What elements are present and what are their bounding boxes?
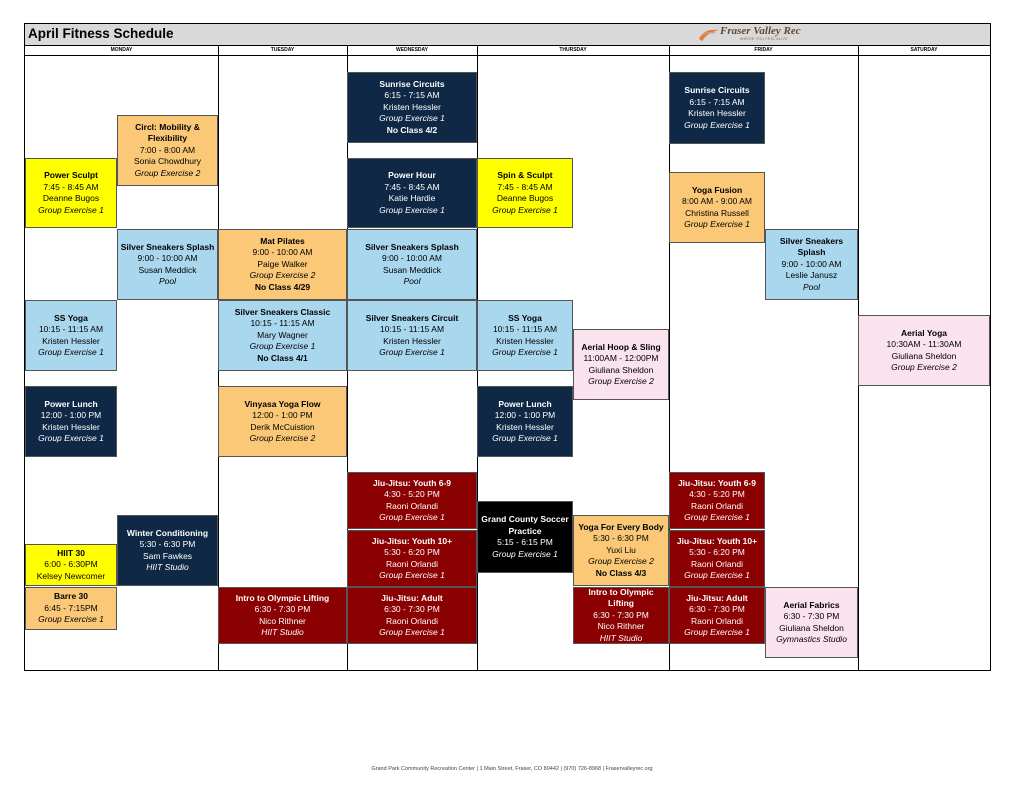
class-instructor: Raoni Orlandi xyxy=(691,558,743,569)
class-title: Sunrise Circuits xyxy=(379,78,445,89)
class-time: 6:15 - 7:15 AM xyxy=(689,96,745,107)
class-title: Jiu-Jitsu: Adult xyxy=(686,592,748,603)
class-time: 5:30 - 6:20 PM xyxy=(384,547,440,557)
class-time: 6:30 - 7:30 PM xyxy=(689,604,745,614)
class-block[interactable] xyxy=(858,315,990,386)
class-title: Power Lunch xyxy=(44,398,98,409)
logo-name: Fraser Valley Rec xyxy=(720,25,801,37)
class-time: 6:30 - 7:30 PM xyxy=(783,611,840,621)
class-time: 10:15 - 11:15 AM xyxy=(379,324,445,334)
class-instructor: Giuliana Sheldon xyxy=(779,622,844,633)
class-time: 4:30 - 5:20 PM xyxy=(689,489,745,499)
class-time: 6:15 - 7:15 AM xyxy=(384,90,440,101)
class-time: 6:30 - 7:30 PM xyxy=(384,604,440,614)
class-instructor: Giuliana Sheldon xyxy=(891,350,957,361)
class-instructor: Nico Rithner xyxy=(597,621,645,632)
class-time: 8:00 AM - 9:00 AM xyxy=(682,196,752,206)
class-location: Group Exercise 2 xyxy=(249,433,316,443)
class-block[interactable] xyxy=(25,158,117,228)
class-block[interactable] xyxy=(477,386,573,457)
class-instructor: Raoni Orlandi xyxy=(691,615,743,626)
class-block[interactable] xyxy=(25,300,117,371)
class-time: 10:15 - 11:15 AM xyxy=(250,318,315,329)
class-block[interactable] xyxy=(347,158,477,228)
class-time: 12:00 - 1:00 PM xyxy=(40,410,102,420)
class-block[interactable] xyxy=(347,530,477,587)
class-block[interactable] xyxy=(669,172,765,243)
class-note: No Class 4/2 xyxy=(386,124,438,135)
class-instructor: Raoni Orlandi xyxy=(386,615,438,626)
class-time: 12:00 - 1:00 PM xyxy=(252,410,313,420)
class-location: Group Exercise 1 xyxy=(379,347,445,357)
class-location: Group Exercise 1 xyxy=(379,512,445,522)
schedule-grid xyxy=(24,23,991,671)
class-instructor: Mary Wagner xyxy=(257,329,308,340)
class-title: HIIT 30 xyxy=(57,547,85,558)
class-block[interactable] xyxy=(573,515,669,586)
class-block[interactable] xyxy=(573,329,669,400)
class-time: 7:45 - 8:45 AM xyxy=(497,181,553,192)
class-location: Group Exercise 1 xyxy=(38,433,104,443)
class-instructor: Leslie Janusz xyxy=(785,270,838,281)
class-note: No Class 4/3 xyxy=(595,567,647,578)
class-block[interactable] xyxy=(765,587,858,658)
day-header-thursday: THURSDAY xyxy=(559,47,587,53)
class-block[interactable] xyxy=(669,587,765,644)
class-time: 10:15 - 11:15 AM xyxy=(492,324,558,334)
class-time: 7:00 - 8:00 AM xyxy=(139,144,196,155)
class-location: Group Exercise 1 xyxy=(379,627,445,637)
class-time: 9:00 - 10:00 AM xyxy=(137,253,198,263)
day-header-row xyxy=(25,45,990,56)
class-block[interactable] xyxy=(117,115,218,186)
class-time: 5:30 - 6:30 PM xyxy=(593,533,649,544)
class-instructor: Yuxi Liu xyxy=(606,544,636,555)
class-location: Group Exercise 1 xyxy=(684,627,750,637)
class-block[interactable] xyxy=(347,587,477,644)
class-instructor: Kristen Hessler xyxy=(688,108,746,118)
class-location: Group Exercise 2 xyxy=(588,376,654,386)
class-block[interactable] xyxy=(477,158,573,228)
class-instructor: Susan Meddick xyxy=(382,264,442,275)
class-block[interactable] xyxy=(218,300,347,371)
class-instructor: Katie Hardie xyxy=(388,193,436,203)
class-block[interactable] xyxy=(25,544,117,586)
class-instructor: Raoni Orlandi xyxy=(386,558,438,569)
class-instructor: Kelsey Newcomer xyxy=(36,570,106,581)
class-location: Group Exercise 1 xyxy=(492,433,558,443)
class-instructor: Deanne Bugos xyxy=(42,193,100,203)
class-title: Circl: Mobility & Flexibility xyxy=(135,121,200,144)
class-title: Mat Pilates xyxy=(260,235,305,246)
class-location: Group Exercise 1 xyxy=(38,204,104,215)
class-title: Intro to Olympic Lifting xyxy=(235,592,330,603)
class-title: SS Yoga xyxy=(54,312,88,323)
class-title: Silver Sneakers Splash xyxy=(120,241,215,252)
class-location: Group Exercise 1 xyxy=(492,347,558,357)
class-block[interactable] xyxy=(218,386,347,457)
class-block[interactable] xyxy=(25,587,117,630)
class-title: Power Lunch xyxy=(498,398,552,409)
class-instructor: Susan Meddick xyxy=(138,264,197,275)
class-instructor: Kristen Hessler xyxy=(383,335,441,346)
class-time: 10:30AM - 11:30AM xyxy=(886,339,962,349)
logo-tagline: WHERE YOU FEEL ALIVE xyxy=(740,37,788,41)
class-instructor: Sonia Chowdhury xyxy=(133,156,202,167)
class-title: Sunrise Circuits xyxy=(684,85,750,95)
class-block[interactable] xyxy=(117,229,218,300)
logo-swoosh-icon xyxy=(697,26,721,42)
class-location: Group Exercise 1 xyxy=(379,113,445,124)
class-block[interactable] xyxy=(669,72,765,144)
class-title: Silver Sneakers Circuit xyxy=(365,312,459,323)
class-time: 6:30 - 7:30 PM xyxy=(254,604,311,614)
class-time: 9:00 - 10:00 AM xyxy=(381,253,442,263)
class-block[interactable] xyxy=(765,229,858,300)
class-title: Aerial Hoop & Sling xyxy=(581,341,661,352)
class-location: Gymnastics Studio xyxy=(776,634,847,644)
class-title: Yoga For Every Body xyxy=(578,521,664,532)
class-location: Group Exercise 2 xyxy=(891,362,957,372)
class-location: Group Exercise 1 xyxy=(379,570,445,580)
class-instructor: Christina Russell xyxy=(685,207,749,218)
footer-address: Grand Park Community Recreation Center | 1 Main Street, Fraser, CO 80442 | (970) 726-8968 | Fraservalleyrec.org xyxy=(371,766,653,772)
class-location: Group Exercise 1 xyxy=(38,347,104,357)
class-note: No Class 4/1 xyxy=(257,352,308,363)
class-block[interactable] xyxy=(573,587,669,644)
class-title: Yoga Fusion xyxy=(691,184,743,195)
class-time: 5:30 - 6:30 PM xyxy=(139,539,196,549)
class-title: Spin & Sculpt xyxy=(497,170,553,180)
class-block[interactable] xyxy=(117,515,218,586)
class-title: Jiu-Jitsu: Youth 10+ xyxy=(371,535,453,546)
class-title: Silver Sneakers Classic xyxy=(234,306,331,317)
class-title: Jiu-Jitsu: Youth 6-9 xyxy=(677,477,757,488)
class-location: Group Exercise 1 xyxy=(684,512,750,522)
day-header-saturday: SATURDAY xyxy=(910,47,938,53)
class-title: Aerial Fabrics xyxy=(783,599,840,610)
class-location: Group Exercise 1 xyxy=(249,341,316,352)
fraser-valley-rec-logo xyxy=(697,25,807,43)
class-title: Vinyasa Yoga Flow xyxy=(244,398,321,409)
class-title: Barre 30 xyxy=(53,591,89,602)
class-title: Winter Conditioning xyxy=(126,527,209,538)
class-time: 7:45 - 8:45 AM xyxy=(384,181,440,192)
class-instructor: Deanne Bugos xyxy=(496,193,554,203)
page-title: April Fitness Schedule xyxy=(28,26,174,41)
class-block[interactable] xyxy=(347,300,477,371)
class-title: SS Yoga xyxy=(508,312,542,323)
class-block[interactable] xyxy=(218,229,347,300)
class-location: Pool xyxy=(403,276,421,286)
day-header-monday: MONDAY xyxy=(110,47,133,53)
class-location: Group Exercise 1 xyxy=(492,204,558,215)
class-instructor: Raoni Orlandi xyxy=(386,500,438,511)
class-location: Group Exercise 1 xyxy=(38,614,104,625)
class-location: HIIT Studio xyxy=(261,627,304,637)
class-note: No Class 4/29 xyxy=(254,281,311,292)
class-instructor: Kristen Hessler xyxy=(42,335,100,346)
day-header-tuesday: TUESDAY xyxy=(270,47,295,53)
class-time: 11:00AM - 12:00PM xyxy=(583,353,659,363)
class-time: 5:30 - 6:20 PM xyxy=(689,547,745,557)
class-location: HIIT Studio xyxy=(146,562,189,572)
class-location: Group Exercise 2 xyxy=(134,167,201,178)
class-location: Pool xyxy=(158,276,176,286)
class-block[interactable] xyxy=(669,472,765,529)
class-instructor: Derik McCuistion xyxy=(250,421,315,432)
class-time: 4:30 - 5:20 PM xyxy=(384,489,440,499)
class-block[interactable] xyxy=(218,587,347,644)
class-location: Group Exercise 1 xyxy=(379,204,445,215)
class-time: 9:00 - 10:00 AM xyxy=(781,258,842,269)
class-title: Silver Sneakers Splash xyxy=(779,235,844,258)
day-header-wednesday: WEDNESDAY xyxy=(395,47,429,53)
class-block[interactable] xyxy=(669,530,765,587)
class-location: Group Exercise 1 xyxy=(684,570,750,580)
class-instructor: Raoni Orlandi xyxy=(691,500,743,511)
class-location: Pool xyxy=(802,281,820,292)
class-title: Jiu-Jitsu: Youth 6-9 xyxy=(372,477,452,488)
class-time: 6:45 - 7:15PM xyxy=(44,602,98,613)
class-title: Power Hour xyxy=(388,170,436,180)
class-time: 6:30 - 7:30 PM xyxy=(593,609,649,620)
class-location: Group Exercise 1 xyxy=(684,119,750,130)
class-time: 5:15 - 6:15 PM xyxy=(497,537,553,547)
title-bar xyxy=(25,24,990,46)
class-instructor: Giuliana Sheldon xyxy=(588,364,654,375)
class-time: 12:00 - 1:00 PM xyxy=(494,410,556,420)
class-location: HIIT Studio xyxy=(599,632,643,643)
class-block[interactable] xyxy=(347,472,477,529)
class-location: Group Exercise 2 xyxy=(249,270,316,281)
class-time: 10:15 - 11:15 AM xyxy=(38,324,104,334)
class-time: 6:00 - 6:30PM xyxy=(44,559,98,570)
class-location: Group Exercise 1 xyxy=(684,219,750,229)
class-title: Jiu-Jitsu: Adult xyxy=(381,592,443,603)
class-block[interactable] xyxy=(25,386,117,457)
class-title: Intro to Olympic Lifting xyxy=(588,587,654,609)
class-block[interactable] xyxy=(477,501,573,573)
class-time: 7:45 - 8:45 AM xyxy=(43,181,99,192)
class-instructor: Kristen Hessler xyxy=(496,335,554,346)
class-instructor: Nico Rithner xyxy=(259,615,306,626)
class-instructor: Kristen Hessler xyxy=(383,101,441,112)
class-title: Power Sculpt xyxy=(44,170,98,180)
class-title: Aerial Yoga xyxy=(901,327,947,338)
class-instructor: Kristen Hessler xyxy=(42,421,100,432)
class-block[interactable] xyxy=(347,72,477,143)
class-title: Silver Sneakers Splash xyxy=(365,241,459,252)
class-location: Group Exercise 1 xyxy=(492,548,558,559)
class-block[interactable] xyxy=(477,300,573,371)
class-title: Grand County Soccer Practice xyxy=(481,514,569,536)
class-instructor: Sam Fawkes xyxy=(142,550,193,561)
class-block[interactable] xyxy=(347,229,477,300)
day-header-friday: FRIDAY xyxy=(754,47,773,53)
class-title: Jiu-Jitsu: Youth 10+ xyxy=(676,535,758,546)
class-instructor: Kristen Hessler xyxy=(496,421,554,432)
class-instructor: Paige Walker xyxy=(257,258,308,269)
class-location: Group Exercise 2 xyxy=(588,556,654,567)
class-time: 9:00 - 10:00 AM xyxy=(252,247,313,258)
